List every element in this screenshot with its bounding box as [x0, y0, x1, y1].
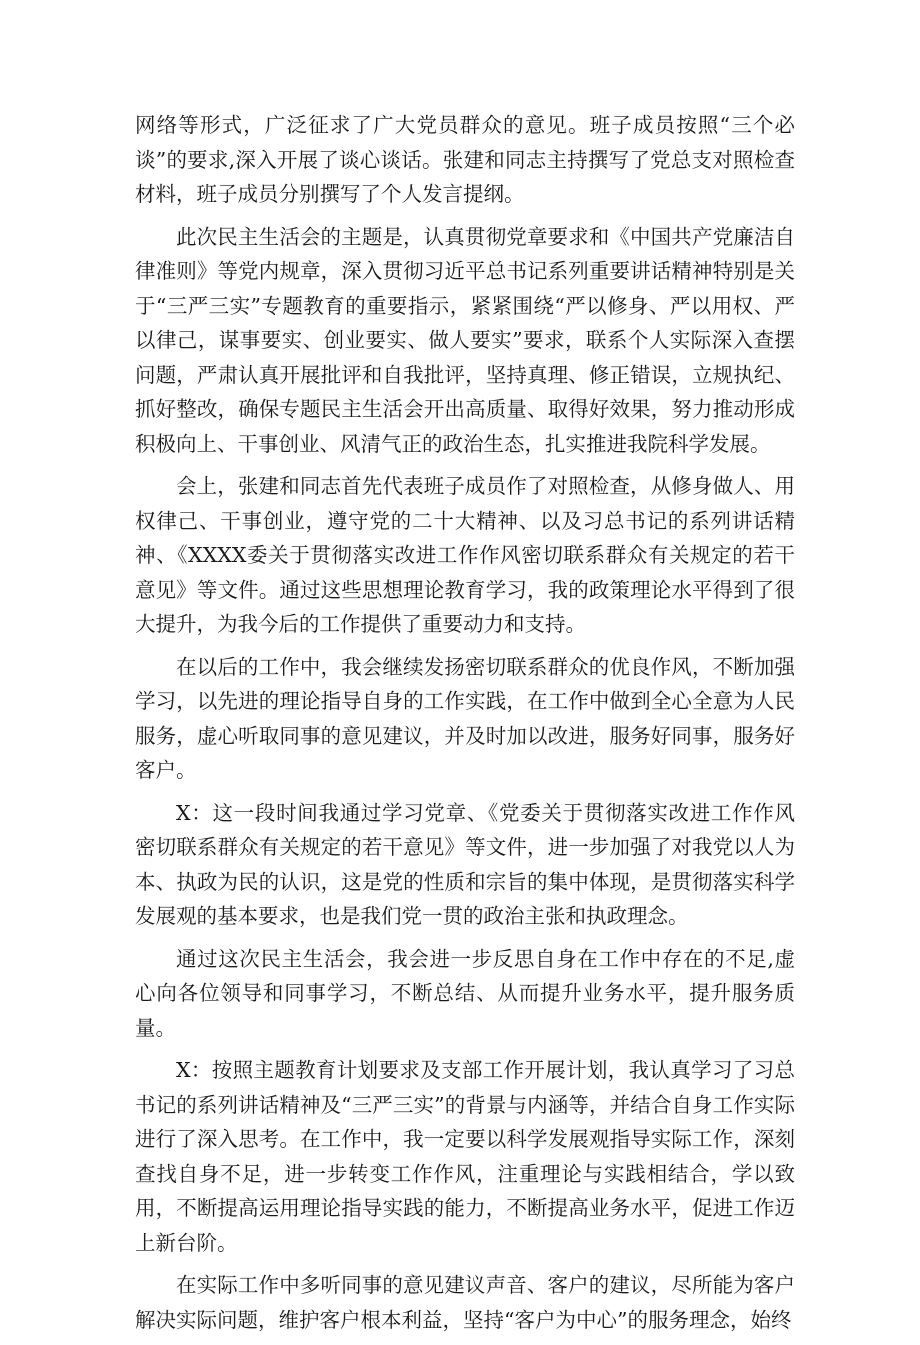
- paragraph-8: 在实际工作中多听同事的意见建议声音、客户的建议，尽所能为客户解决实际问题，维护客户根本利益，坚持“客户为中心”的服务理念，始终: [135, 1273, 795, 1332]
- paragraph-7: X：按照主题教育计划要求及支部工作开展计划，我认真学习了习总书记的系列讲话精神及“三严三实”的背景与内涵等，并结合自身工作实际进行了深入思考。在工作中，我一定要以科学发展观指导实际工作，深刻查找自身不足，进一步转变工作作风，注重理论与实践相结合，学以致用，不断提高运用理论指导实践的能力，不断提高业务水平，促进工作迈上新台阶。: [135, 1058, 795, 1255]
- paragraph-6: 通过这次民主生活会，我会进一步反思自身在工作中存在的不足,虚心向各位领导和同事学习，不断总结、从而提升业务水平，提升服务质量。: [135, 946, 795, 1040]
- document-body: [135, 108, 795, 1345]
- paragraph-3: 会上，张建和同志首先代表班子成员作了对照检查，从修身做人、用权律己、干事创业，遵守党的二十大精神、以及习总书记的系列讲话精神、《XXXX委关于贯彻落实改进工作作风密切联系群众有关规定的若干意见》等文件。通过这些思想理论教育学习，我的政策理论水平得到了很大提升，为我今后的工作提供了重要动力和支持。: [135, 474, 795, 636]
- paragraph-1: 网络等形式，广泛征求了广大党员群众的意见。班子成员按照“三个必谈”的要求,深入开展了谈心谈话。张建和同志主持撰写了党总支对照检查材料，班子成员分别撰写了个人发言提纲。: [135, 113, 795, 206]
- paragraph-5: X：这一段时间我通过学习党章、《党委关于贯彻落实改进工作作风密切联系群众有关规定的若干意见》等文件，进一步加强了对我党以人为本、执政为民的认识，这是党的性质和宗旨的集中体现，是贯彻落实科学发展观的基本要求，也是我们党一贯的政治主张和执政理念。: [135, 800, 795, 928]
- paragraph-2: 此次民主生活会的主题是，认真贯彻党章要求和《中国共产党廉洁自律准则》等党内规章，深入贯彻习近平总书记系列重要讲话精神特别是关于“三严三实”专题教育的重要指示，紧紧围绕“严以修身、严以用权、严以律己，谋事要实、创业要实、做人要实”要求，联系个人实际深入查摆问题，严肃认真开展批评和自我批评，坚持真理、修正错误，立规执纪、抓好整改，确保专题民主生活会开出高质量、取得好效果，努力推动形成积极向上、干事创业、风清气正的政治生态，扎实推进我院科学发展。: [135, 224, 795, 456]
- paragraph-4: 在以后的工作中，我会继续发扬密切联系群众的优良作风，不断加强学习，以先进的理论指导自身的工作实践，在工作中做到全心全意为人民服务，虚心听取同事的意见建议，并及时加以改进，服务好同事，服务好客户。: [135, 654, 795, 782]
